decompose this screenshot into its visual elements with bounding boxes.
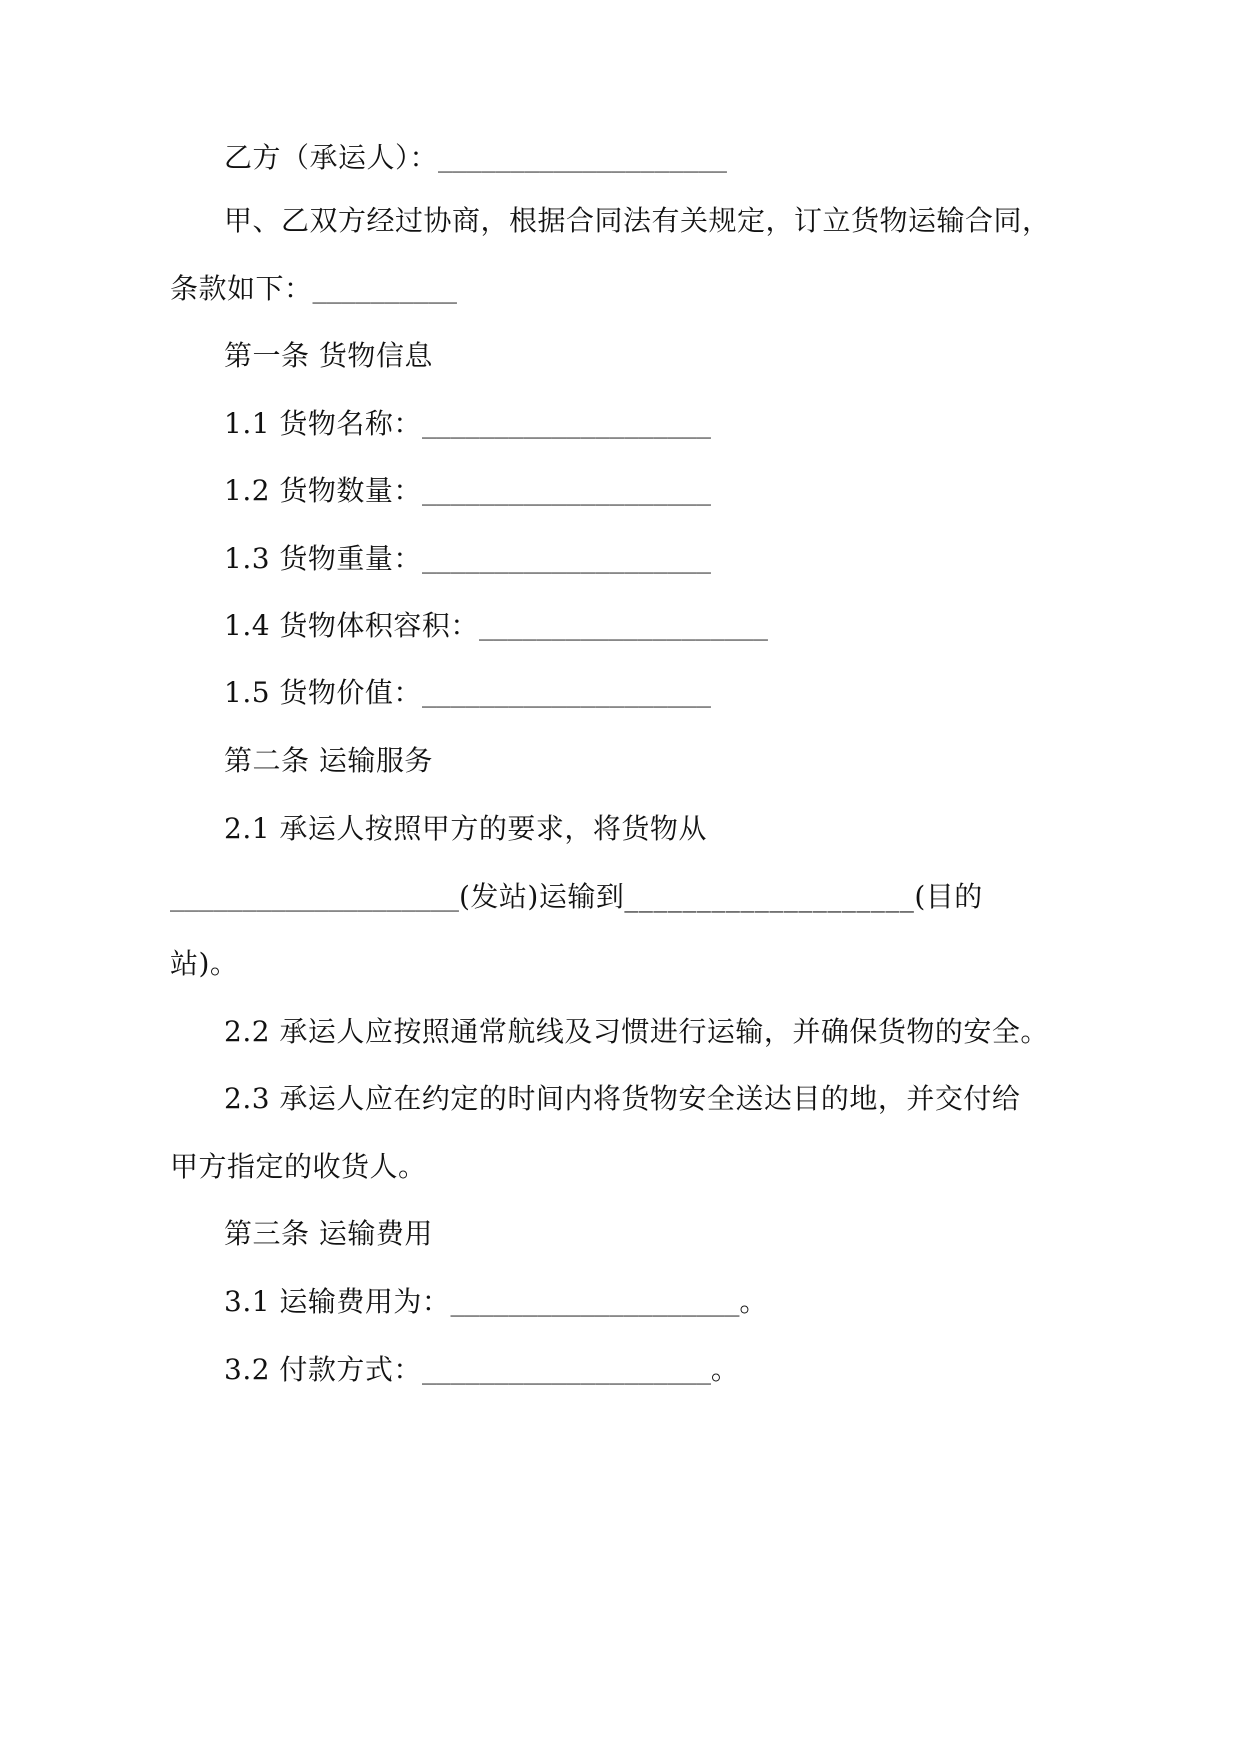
clause-2-3-text: 2.3 承运人应在约定的时间内将货物安全送达目的地，并交付给 <box>224 1082 1021 1115</box>
party-b-blank: ____________________ <box>438 145 727 173</box>
route-text: (发站)运输到____________________(目的 <box>458 880 983 913</box>
clause-1-1 <box>224 406 711 443</box>
clause-1-2 <box>224 473 711 510</box>
clause-3-2-end: 。 <box>710 1353 740 1386</box>
article-2-heading <box>224 743 433 779</box>
terms-blank: __________ <box>312 276 458 304</box>
party-b-label: 乙方（承运人）： <box>224 141 439 174</box>
article-3-title: 第三条 运输费用 <box>224 1217 433 1250</box>
clause-2-3-line-1 <box>224 1081 1020 1117</box>
cargo-name-blank: ____________________ <box>421 411 711 439</box>
destination-suffix: 站)。 <box>170 947 239 980</box>
clause-2-1-text: 2.1 承运人按照甲方的要求，将货物从 <box>224 812 707 845</box>
clause-2-1-line-1 <box>224 811 707 847</box>
clause-2-2 <box>224 1014 1049 1050</box>
clause-1-5-label: 1.5 货物价值： <box>224 676 422 709</box>
clause-3-1-end: 。 <box>739 1285 768 1318</box>
article-1-heading <box>224 338 433 374</box>
clause-2-1-line-2 <box>170 879 983 916</box>
clause-3-1 <box>224 1284 768 1321</box>
clause-2-3-line-2 <box>170 1149 427 1185</box>
party-b-carrier-line <box>224 140 727 177</box>
clause-1-1-label: 1.1 货物名称： <box>224 407 422 440</box>
clause-1-3 <box>224 541 711 578</box>
clause-3-1-label: 3.1 运输费用为： <box>224 1285 451 1318</box>
cargo-weight-blank: ____________________ <box>421 546 711 574</box>
payment-method-blank: ____________________ <box>421 1357 711 1385</box>
cargo-volume-blank: ____________________ <box>478 613 768 641</box>
clause-1-2-label: 1.2 货物数量： <box>224 474 422 507</box>
intro-line-1 <box>224 203 1051 239</box>
freight-cost-blank: ____________________ <box>450 1289 740 1317</box>
clause-3-2 <box>224 1352 739 1389</box>
clause-2-2-text: 2.2 承运人应按照通常航线及习惯进行运输，并确保货物的安全。 <box>224 1015 1049 1048</box>
intro-line-2 <box>170 271 457 308</box>
clause-1-4 <box>224 608 768 645</box>
clause-1-3-label: 1.3 货物重量： <box>224 542 422 575</box>
clause-1-4-label: 1.4 货物体积容积： <box>224 609 479 642</box>
clause-2-3-continued: 甲方指定的收货人。 <box>170 1150 427 1183</box>
article-1-title: 第一条 货物信息 <box>224 339 433 372</box>
origin-station-blank: ____________________ <box>170 884 459 912</box>
clause-2-1-line-3 <box>170 946 238 982</box>
article-3-heading <box>224 1216 433 1252</box>
cargo-quantity-blank: ____________________ <box>421 478 711 506</box>
clause-1-5 <box>224 675 711 712</box>
intro-text: 甲、乙双方经过协商，根据合同法有关规定，订立货物运输合同， <box>224 204 1051 237</box>
cargo-value-blank: ____________________ <box>421 680 711 708</box>
clause-3-2-label: 3.2 付款方式： <box>224 1353 422 1386</box>
terms-label: 条款如下： <box>170 272 313 305</box>
article-2-title: 第二条 运输服务 <box>224 744 433 777</box>
